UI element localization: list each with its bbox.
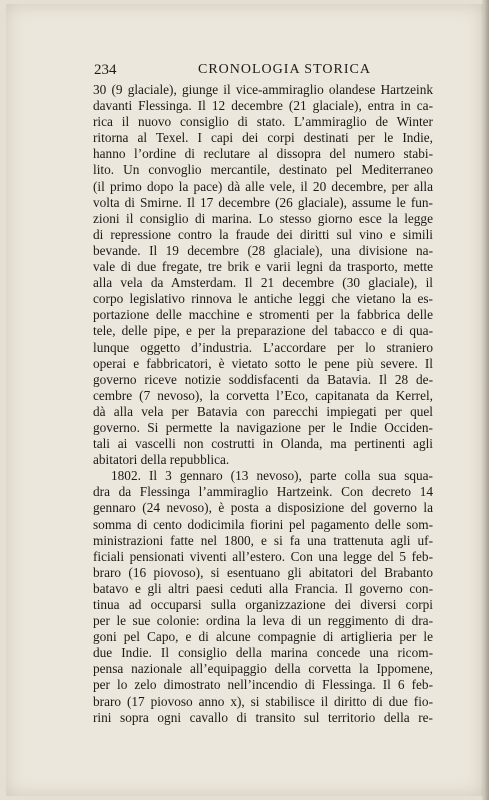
text-line: di repressione contro la fraude dei diritti sul vino e simili xyxy=(93,226,433,242)
text-line: zioni il consiglio di marina. Lo stesso giorno esce la legge xyxy=(93,210,433,226)
text-line: davanti Flessinga. Il 12 decembre (21 glaciale), entra in ca- xyxy=(93,98,433,114)
running-header xyxy=(94,62,394,80)
text-line: rica il nuovo consiglio di stato. L’ammiraglio de Winter xyxy=(93,114,433,130)
text-line: lito. Un convoglio mercantile, destinato pel Mediterraneo xyxy=(93,162,433,178)
page-edge-shadow xyxy=(481,0,489,800)
text-line: somma di cento dodicimila fiorini pel pagamento delle som- xyxy=(93,516,433,532)
text-line: governo. Si permette la navigazione per le Indie Occiden- xyxy=(93,419,433,435)
text-line: ministrazioni fatte nel 1800, e si fa una trattenuta agli uf- xyxy=(93,532,433,548)
text-line: due Indie. Il consiglio della marina concede una ricom- xyxy=(93,645,433,661)
text-line: corpo legislativo rinnova le antiche leggi che vietano la es- xyxy=(93,291,433,307)
text-line: tinua ad occuparsi sulla organizzazione dei diversi corpi xyxy=(93,597,433,612)
text-line: lunque oggetto d’industria. L’accordare per lo straniero xyxy=(93,339,433,355)
text-line: cembre (7 nevoso), la corvetta l’Eco, capitanata da Kerrel, xyxy=(93,387,433,403)
text-line: gennaro (24 nevoso), è posta a disposizione del governo la xyxy=(93,500,433,516)
text-line: ficiali pensionati viventi all’estero. Con una legge del 5 feb- xyxy=(93,548,433,564)
text-line: volta di Smirne. Il 17 decembre (26 glaciale), assume le fun- xyxy=(93,194,433,210)
text-line: dra da Flessinga l’ammiraglio Hartzeink. Con decreto 14 xyxy=(93,484,433,500)
text-line: per lo zelo dimostrato nell’incendio di Flessinga. Il 6 feb- xyxy=(93,677,433,693)
page-number: 234 xyxy=(94,62,117,78)
text-line: portazione delle macchine e stromenti per la fabbrica delle xyxy=(93,307,433,323)
text-line: (il primo dopo la pace) dà alle vele, il 20 decembre, per alla xyxy=(93,178,433,194)
text-line: ritorna al Texel. I capi dei corpi destinati per le Indie, xyxy=(93,130,433,146)
text-line: rini sopra ogni cavallo di transito sul territorio della re- xyxy=(93,709,433,725)
text-line: tali ai vascelli non costrutti in Olanda, ma pertinenti agli xyxy=(93,436,433,452)
text-line: 1802. Il 3 gennaro (13 nevoso), parte colla sua squa- xyxy=(111,468,433,484)
text-line: alla vela da Amsterdam. Il 21 decembre (30 glaciale), il xyxy=(93,275,433,291)
text-line: pensa nazionale all’equipaggio della corvetta la Ippomene, xyxy=(93,661,433,677)
running-title: CRONOLOGIA STORICA xyxy=(198,62,371,77)
text-line: per le sue colonie: ordina la leva di un reggimento di dra- xyxy=(93,613,433,629)
text-line: batavo e gli altri paesi ceduti alla Francia. Il governo con- xyxy=(93,580,433,596)
text-line: dà alla vela per Batavia con parecchi impiegati per quel xyxy=(93,403,433,419)
text-line: 30 (9 glaciale), giunge il vice-ammiraglio olandese Hartzeink xyxy=(93,82,433,97)
text-line: vale di due fregate, tre brik e varii legni da trasporto, mette xyxy=(93,259,433,275)
text-line: braro (17 piovoso anno x), si stabilisce il diritto di due fio- xyxy=(93,693,433,709)
text-line: bevande. Il 19 decembre (28 glaciale), una divisione na- xyxy=(93,242,433,258)
text-line: tele, delle pipe, e per la preparazione del tabacco e di qua- xyxy=(93,323,433,339)
text-line: braro (16 piovoso), si esentuano gli abitatori del Brabanto xyxy=(93,564,433,580)
text-line: hanno l’ordine di reclutare al dissopra del numero stabi- xyxy=(93,146,433,162)
text-line: governo riceve notizie soddisfacenti da Batavia. Il 28 de- xyxy=(93,371,433,387)
body-text xyxy=(93,82,433,726)
text-line: abitatori della repubblica. xyxy=(93,452,230,468)
text-line: operai e fabbricatori, è vietato sotto le pene più severe. Il xyxy=(93,355,433,371)
text-line: goni pel Capo, e di alcune compagnie di artiglieria per le xyxy=(93,629,433,645)
